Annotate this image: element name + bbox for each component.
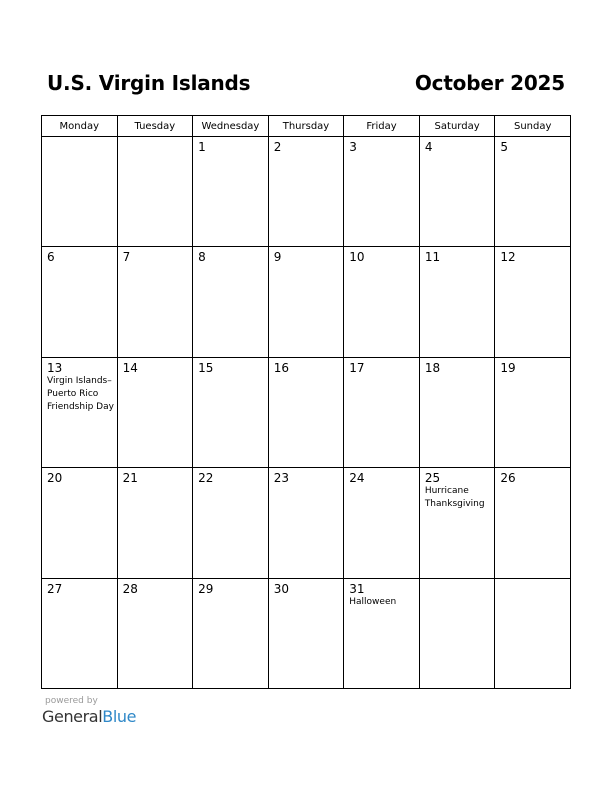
calendar-day-cell <box>344 578 420 688</box>
calendar-week-row <box>42 578 571 688</box>
weekday-header: Sunday <box>495 116 571 137</box>
brand-blue: Blue <box>102 707 137 726</box>
day-number: 19 <box>500 360 516 375</box>
calendar-day-cell <box>117 137 193 247</box>
day-number: 25 <box>424 471 441 486</box>
calendar-day-cell <box>495 247 571 357</box>
calendar-body <box>42 137 571 689</box>
calendar-day-cell <box>193 357 269 467</box>
day-number: 9 <box>273 250 282 265</box>
calendar-day-cell <box>268 357 344 467</box>
weekday-header-row <box>42 116 571 137</box>
weekday-header: Thursday <box>268 116 344 137</box>
calendar-day-cell <box>193 137 269 247</box>
day-number: 18 <box>424 360 441 375</box>
day-number: 28 <box>122 581 138 596</box>
calendar-day-cell <box>42 468 118 578</box>
day-number: 14 <box>122 360 138 375</box>
calendar-day-cell <box>268 578 344 688</box>
calendar-day-cell <box>117 357 193 467</box>
day-number <box>495 579 570 582</box>
weekday-header: Saturday <box>419 116 495 137</box>
calendar-week-row <box>42 137 571 247</box>
day-number <box>420 579 495 582</box>
day-number: 16 <box>273 360 289 375</box>
calendar-day-cell <box>419 357 495 467</box>
calendar-week-row <box>42 247 571 357</box>
calendar-day-cell <box>344 247 420 357</box>
calendar-day-cell <box>117 247 193 357</box>
brand-general: General <box>42 707 103 726</box>
calendar-region-title: U.S. Virgin Islands <box>47 71 251 95</box>
day-number: 2 <box>273 140 282 154</box>
day-number <box>42 137 117 140</box>
calendar-day-cell <box>419 247 495 357</box>
day-number: 6 <box>47 250 55 265</box>
day-number: 3 <box>349 140 357 154</box>
day-number: 23 <box>273 471 289 486</box>
day-number: 13 <box>47 360 63 375</box>
calendar-day-cell <box>42 247 118 357</box>
calendar-day-cell <box>268 468 344 578</box>
calendar-day-cell <box>419 468 495 578</box>
day-number: 11 <box>424 250 441 265</box>
calendar-grid <box>41 115 571 689</box>
day-number: 26 <box>500 471 516 486</box>
calendar-day-cell <box>419 578 495 688</box>
day-number: 17 <box>349 360 365 375</box>
weekday-header: Wednesday <box>193 116 269 137</box>
calendar-day-cell <box>193 578 269 688</box>
day-number: 31 <box>349 581 365 596</box>
calendar-day-cell <box>42 578 118 688</box>
calendar-day-cell <box>495 468 571 578</box>
calendar-week-row <box>42 357 571 467</box>
calendar-day-cell <box>344 468 420 578</box>
calendar-day-cell <box>117 468 193 578</box>
day-number: 21 <box>122 471 138 486</box>
calendar-day-cell <box>495 578 571 688</box>
calendar-month-title: October 2025 <box>414 71 565 95</box>
day-number: 29 <box>198 581 214 596</box>
day-number: 30 <box>273 581 289 596</box>
holiday-label: Halloween <box>349 596 397 607</box>
brand-logo[interactable] <box>42 707 136 726</box>
calendar-day-cell <box>344 137 420 247</box>
calendar-day-cell <box>193 468 269 578</box>
weekday-header: Friday <box>344 116 420 137</box>
calendar-week-row <box>42 468 571 578</box>
calendar-day-cell <box>495 357 571 467</box>
day-number: 4 <box>424 140 433 154</box>
calendar-day-cell <box>117 578 193 688</box>
day-number <box>118 137 193 140</box>
day-number: 1 <box>198 140 206 154</box>
day-number: 22 <box>198 471 214 486</box>
weekday-header: Monday <box>42 116 118 137</box>
holiday-label: Virgin Islands– Puerto Rico Friendship Day <box>47 375 114 412</box>
powered-by-text: powered by <box>45 696 98 706</box>
day-number: 15 <box>198 360 214 375</box>
calendar-day-cell <box>42 357 118 467</box>
day-number: 27 <box>47 581 63 596</box>
holiday-label: Hurricane Thanksgiving <box>424 486 485 510</box>
day-number: 20 <box>47 471 63 486</box>
calendar-day-cell <box>495 137 571 247</box>
day-number: 8 <box>198 250 206 265</box>
day-number: 7 <box>122 250 131 265</box>
day-number: 24 <box>349 471 365 486</box>
calendar-day-cell <box>344 357 420 467</box>
weekday-header: Tuesday <box>117 116 193 137</box>
day-number: 5 <box>500 140 509 154</box>
day-number: 10 <box>349 250 365 265</box>
day-number: 12 <box>500 250 516 265</box>
calendar-day-cell <box>193 247 269 357</box>
calendar-day-cell <box>268 137 344 247</box>
calendar-day-cell <box>419 137 495 247</box>
calendar-day-cell <box>42 137 118 247</box>
calendar-day-cell <box>268 247 344 357</box>
footer-branding <box>42 696 136 727</box>
